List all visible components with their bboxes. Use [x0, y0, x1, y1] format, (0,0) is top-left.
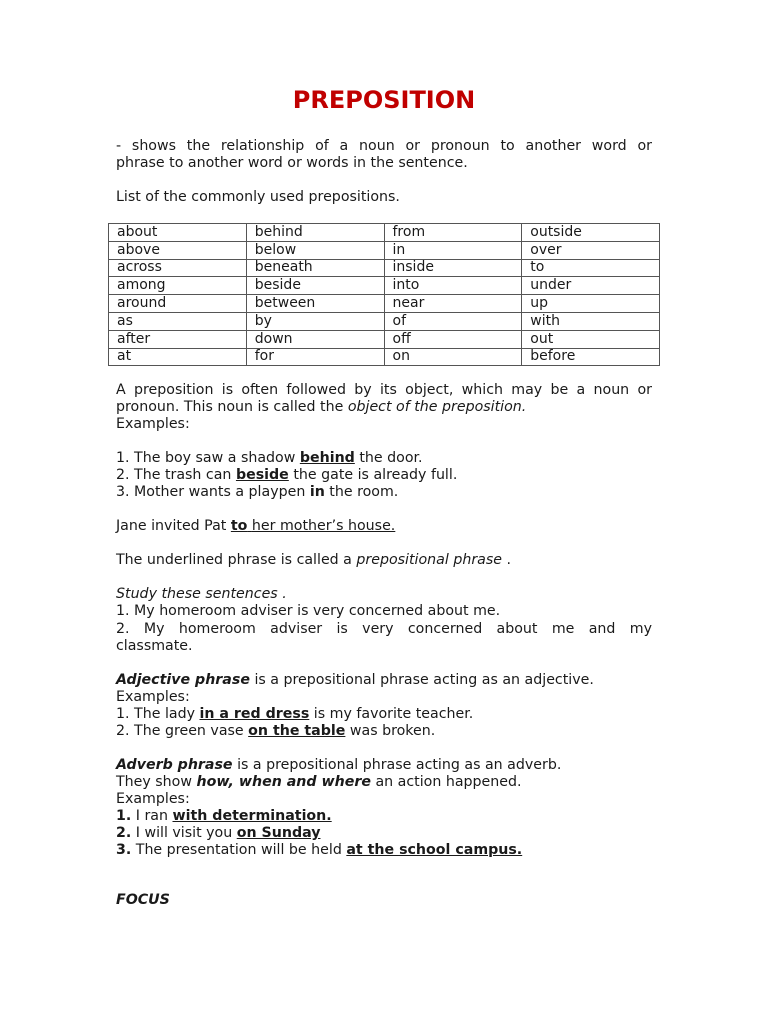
- adv-ex2-pre: I will visit you: [131, 825, 237, 841]
- table-cell: above: [109, 241, 247, 259]
- adv-ex1-phrase: with determination.: [172, 808, 332, 824]
- study-sentence-2-line-1: 2. My homeroom adviser is very concerned about me and my: [116, 621, 652, 637]
- table-row: [109, 241, 660, 259]
- table-row: [109, 295, 660, 313]
- adv-ex3-phrase: at the school campus.: [346, 842, 523, 858]
- example-3-pre: Mother wants a playpen: [134, 484, 310, 500]
- adjective-definition: [116, 672, 652, 689]
- table-cell: before: [522, 348, 660, 366]
- adjective-example-1: [116, 706, 652, 723]
- underlined-note: [116, 552, 652, 569]
- adv-ex3-pre: The presentation will be held: [131, 842, 347, 858]
- table-cell: about: [109, 224, 247, 242]
- table-cell: up: [522, 295, 660, 313]
- table-cell: beside: [246, 277, 384, 295]
- table-cell: with: [522, 312, 660, 330]
- object-para-text: pronoun. This noun is called the: [116, 399, 348, 415]
- table-row: [109, 259, 660, 277]
- adverb-phrase-term: Adverb phrase: [116, 757, 233, 773]
- table-row: [109, 312, 660, 330]
- table-cell: off: [384, 330, 522, 348]
- table-cell: in: [384, 241, 522, 259]
- examples-label: Examples:: [116, 416, 190, 432]
- table-cell: of: [384, 312, 522, 330]
- example-3-post: the room.: [324, 484, 399, 500]
- example-1-preposition: behind: [299, 450, 355, 466]
- prepositional-phrase-term: prepositional phrase: [356, 552, 502, 568]
- table-cell: by: [246, 312, 384, 330]
- table-cell: from: [384, 224, 522, 242]
- underlined-note-post: .: [501, 552, 511, 568]
- table-cell: out: [522, 330, 660, 348]
- table-row: [109, 330, 660, 348]
- object-para-line-1: A preposition is often followed by its object, which may be a noun or: [116, 382, 652, 398]
- example-2-text: 2.: [116, 467, 135, 483]
- adj-ex2-pre: 2. The green vase: [116, 723, 249, 739]
- prepositions-table: [108, 223, 660, 366]
- example-1-pre: The boy saw a shadow: [134, 450, 300, 466]
- example-3-text: 3.: [116, 484, 135, 500]
- adverb-show-post: an action happened.: [370, 774, 522, 790]
- jane-pre: Jane invited Pat: [116, 518, 231, 534]
- table-cell: around: [109, 295, 247, 313]
- table-cell: for: [246, 348, 384, 366]
- jane-sentence: [116, 518, 652, 535]
- adverb-how-when-where: how, when and where: [196, 774, 371, 790]
- table-cell: behind: [246, 224, 384, 242]
- table-cell: over: [522, 241, 660, 259]
- adjective-desc: is a prepositional phrase acting as an adjective.: [249, 672, 594, 688]
- example-2-preposition: beside: [235, 467, 289, 483]
- table-cell: under: [522, 277, 660, 295]
- object-para-line-2: [116, 399, 652, 416]
- page-title: PREPOSITION: [292, 86, 476, 114]
- definition-line-2: phrase to another word or words in the sentence.: [116, 155, 468, 171]
- example-2-pre: The trash can: [134, 467, 236, 483]
- adjective-phrase-term: Adjective phrase: [116, 672, 250, 688]
- adj-ex2-phrase: on the table: [248, 723, 346, 739]
- table-cell: near: [384, 295, 522, 313]
- table-cell: into: [384, 277, 522, 295]
- adverb-examples-label: Examples:: [116, 791, 190, 807]
- underlined-note-pre: The underlined phrase is called a: [116, 552, 357, 568]
- adjective-examples-label: Examples:: [116, 689, 190, 705]
- table-cell: across: [109, 259, 247, 277]
- object-of-preposition-term: object of the preposition.: [347, 399, 527, 415]
- adj-ex1-phrase: in a red dress: [199, 706, 310, 722]
- table-cell: on: [384, 348, 522, 366]
- example-1: [116, 450, 652, 467]
- table-cell: to: [522, 259, 660, 277]
- focus-heading: [116, 892, 652, 909]
- example-2-post: the gate is already full.: [288, 467, 458, 483]
- adv-ex2-phrase: on Sunday: [236, 825, 321, 841]
- example-1-text: 1.: [116, 450, 135, 466]
- adj-ex2-post: was broken.: [345, 723, 436, 739]
- list-intro: List of the commonly used prepositions.: [116, 189, 400, 205]
- adverb-example-3: [116, 842, 652, 859]
- adverb-desc: is a prepositional phrase acting as an adverb.: [232, 757, 562, 773]
- example-2: [116, 467, 652, 484]
- study-heading-text: Study these sentences .: [116, 586, 287, 602]
- table-row: [109, 348, 660, 366]
- adv-ex2-num: 2.: [116, 825, 132, 841]
- example-3: [116, 484, 652, 501]
- table-cell: beneath: [246, 259, 384, 277]
- adverb-example-2: [116, 825, 652, 842]
- study-sentence-2-line-2: classmate.: [116, 638, 193, 654]
- jane-preposition: to: [230, 518, 248, 534]
- example-1-post: the door.: [354, 450, 423, 466]
- adjective-example-2: [116, 723, 652, 740]
- table-cell: below: [246, 241, 384, 259]
- table-cell: between: [246, 295, 384, 313]
- adv-ex1-pre: I ran: [131, 808, 173, 824]
- table-cell: down: [246, 330, 384, 348]
- adverb-show-line: [116, 774, 652, 791]
- table-cell: as: [109, 312, 247, 330]
- table-cell: at: [109, 348, 247, 366]
- adverb-definition: [116, 757, 652, 774]
- table-cell: inside: [384, 259, 522, 277]
- study-heading: [116, 586, 652, 603]
- adv-ex3-num: 3.: [116, 842, 132, 858]
- focus-text: FOCUS: [116, 892, 170, 908]
- example-3-preposition: in: [309, 484, 325, 500]
- table-cell: outside: [522, 224, 660, 242]
- table-row: [109, 224, 660, 242]
- adv-ex1-num: 1.: [116, 808, 132, 824]
- table-cell: among: [109, 277, 247, 295]
- table-row: [109, 277, 660, 295]
- definition-line-1: - shows the relationship of a noun or pronoun to another word or: [116, 138, 652, 154]
- adverb-example-1: [116, 808, 652, 825]
- table-cell: after: [109, 330, 247, 348]
- adverb-show-pre: They show: [116, 774, 197, 790]
- adj-ex1-pre: 1. The lady: [116, 706, 200, 722]
- adj-ex1-post: is my favorite teacher.: [309, 706, 474, 722]
- study-sentence-1: 1. My homeroom adviser is very concerned about me.: [116, 603, 501, 619]
- jane-object: her mother’s house.: [251, 518, 396, 534]
